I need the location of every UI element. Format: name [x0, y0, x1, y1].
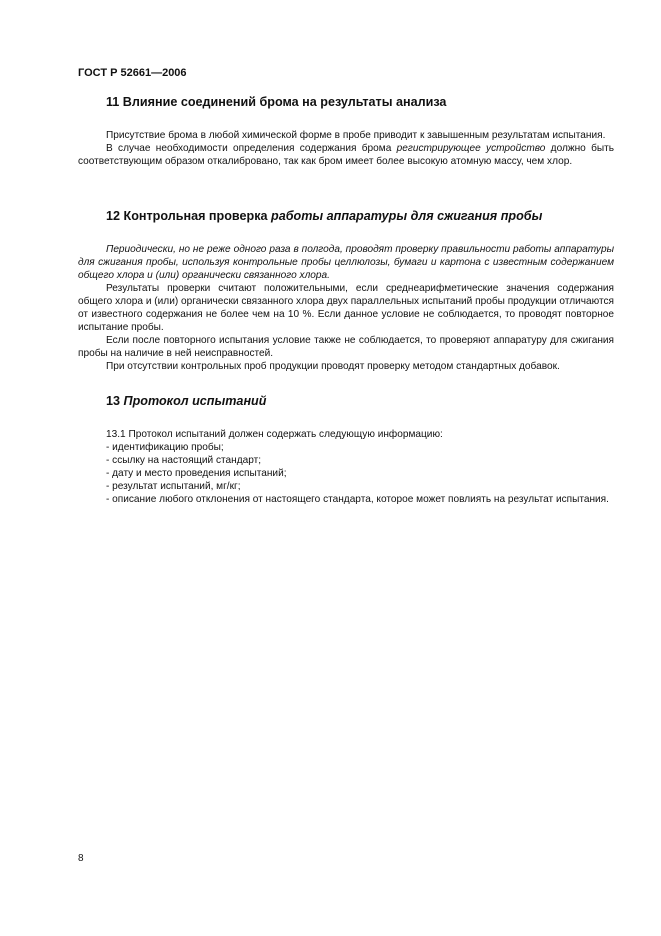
title-run: 12 Контрольная проверка [106, 209, 272, 223]
section-12-paragraph-3: Если после повторного испытания условие также не соблюдается, то проверяют аппаратуру для сжигания пробы на наличие в ней неисправностей. [78, 335, 614, 359]
section-12-title [78, 209, 614, 223]
title-emphasis: Протокол испытаний [123, 394, 267, 408]
section-12-paragraph-4: При отсутствии контрольных проб продукции проводят проверку методом стандартных добавок. [106, 361, 560, 372]
section-13-title [78, 394, 614, 408]
section-11-paragraph-1: Присутствие брома в любой химической форме в пробе приводит к завышенным результатам испытания. [106, 130, 606, 141]
text-run: В случае необходимости определения содержания брома [106, 143, 397, 154]
list-item: - дату и место проведения испытаний; [106, 468, 287, 479]
emphasis-text: регистрирующее устройство [396, 143, 546, 154]
section-11-title: 11 Влияние соединений брома на результаты анализа [106, 95, 447, 109]
list-item: - идентификацию пробы; [106, 442, 224, 453]
section-11-paragraph-2 [78, 142, 614, 168]
title-run: 13 [106, 394, 124, 408]
page-number: 8 [78, 853, 84, 864]
section-11 [78, 95, 614, 168]
list-item: - результат испытаний, мг/кг; [106, 481, 241, 492]
section-12-paragraph-1: Периодически, но не реже одного раза в полгода, проводят проверку правильности работы аппаратуры для сжигания пробы, используя контрольные пробы целлюлозы, бумаги и картона с известным содержанием общего хлора и (или) органически связанного хлора. [78, 244, 614, 281]
list-item: - описание любого отклонения от настоящего стандарта, которое может повлиять на результат испытания. [106, 494, 609, 505]
section-12-paragraph-2: Результаты проверки считают положительными, если среднеарифметические значения содержания общего хлора и (или) органически связанного хлора двух параллельных испытаний пробы продукции отличаются от известного содержания не более чем на 10 %. Если данное условие не соблюдается, то проводят повторное испытание пробы. [78, 283, 614, 333]
section-13 [78, 394, 614, 506]
text-run: должно быть соответствующим образом откалибровано, так как бром имеет более высокую атомную массу, чем хлор. [78, 143, 615, 167]
title-emphasis: работы аппаратуры для сжигания пробы [271, 209, 543, 223]
list-item: - ссылку на настоящий стандарт; [106, 455, 262, 466]
section-12 [78, 209, 614, 373]
document-code: ГОСТ Р 52661—2006 [78, 67, 187, 79]
section-13-paragraph-1: 13.1 Протокол испытаний должен содержать следующую информацию: [106, 429, 443, 440]
